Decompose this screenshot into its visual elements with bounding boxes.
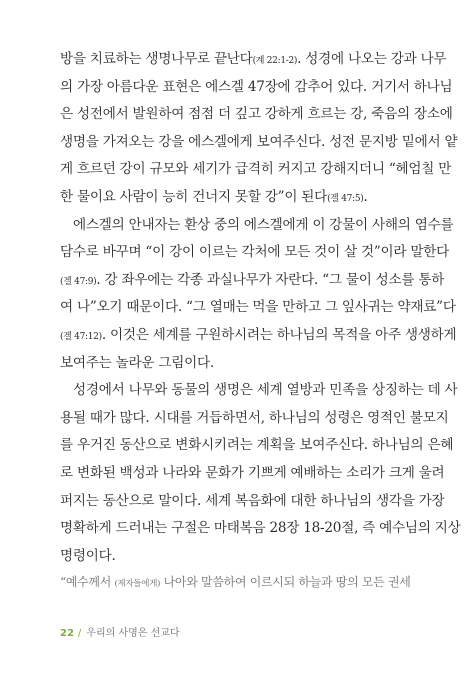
text-span: . <box>363 188 368 205</box>
book-title: 우리의 사명은 선교다 <box>86 628 180 639</box>
text-span: 한 물이요 사람이 능히 건너지 못할 강”이 된다 <box>60 188 328 205</box>
text-line: 은 성전에서 발원하여 점점 더 깊고 강하게 흐르는 강, 죽음의 장소에 <box>60 106 453 123</box>
text-line: 퍼지는 동산으로 말이다. 세계 복음화에 대한 하나님의 생각을 가장 <box>60 492 445 509</box>
page-footer <box>60 627 180 641</box>
text-span: . 성경에 나오는 강과 나무 <box>297 51 447 67</box>
paragraph-3 <box>60 377 461 570</box>
text-span: . 이것은 세계를 구원하시려는 하나님의 목적을 아주 생생하게 <box>101 326 457 343</box>
text-line: 에스겔의 안내자는 환상 중의 에스겔에게 이 강물이 사해의 염수를 <box>73 216 454 233</box>
text-line: 보여주는 놀라운 그림이다. <box>60 354 214 371</box>
scripture-reference: (겔 47:5) <box>327 193 364 204</box>
text-line: 를 우거진 동산으로 변화시키려는 계획을 보여주신다. 하나님의 은혜 <box>60 437 454 454</box>
scripture-reference: (겔 47:9) <box>60 276 97 287</box>
text-line <box>60 46 447 74</box>
scripture-reference: (겔 47:12) <box>60 331 102 342</box>
quote-aside: (제자들에게) <box>114 579 161 589</box>
text-line <box>60 184 418 212</box>
paragraph-2 <box>60 212 457 378</box>
text-line: 명령이다. <box>60 547 116 564</box>
block-quote <box>60 572 418 594</box>
quote-text: 나아와 말씀하여 이르시되 하늘과 땅의 모든 권세 <box>160 575 411 589</box>
quote-text: “예수께서 <box>60 575 115 589</box>
text-line: 의 가장 아름다운 표현은 에스겔 47장에 감추어 있다. 거기서 하나님 <box>60 78 453 95</box>
scripture-reference: (계 22:1-2) <box>252 56 298 66</box>
footer-separator: / <box>77 628 82 639</box>
text-line: 여 나”오기 때문이다. “그 열매는 먹을 만하고 그 잎사귀는 약재료”다 <box>60 299 456 316</box>
text-line: 담수로 바꾸며 “이 강이 이르는 각처에 모든 것이 살 것”이라 말한다 <box>60 244 450 261</box>
text-line: 명확하게 드러내는 구절은 마태복음 28장 18-20절, 즉 예수님의 지상 <box>60 520 461 537</box>
text-span: . 강 좌우에는 각종 과실나무가 자란다. “그 물이 성소를 통하 <box>96 271 445 288</box>
body-text <box>60 46 461 570</box>
text-line: 성경에서 나무와 동물의 생명은 세계 열방과 민족을 상징하는 데 사 <box>73 382 458 399</box>
page-number: 22 <box>60 628 74 639</box>
paragraph-1 <box>60 46 458 212</box>
text-line <box>60 322 457 350</box>
text-line: 용될 때가 많다. 시대를 거듭하면서, 하나님의 성령은 영적인 불모지 <box>60 409 449 426</box>
text-span: 방을 치료하는 생명나무로 끝난다 <box>60 51 253 67</box>
text-line <box>60 267 445 295</box>
text-line: 생명을 가져오는 강을 에스겔에게 보여주신다. 성전 문지방 밑에서 얕 <box>60 133 458 150</box>
text-line: 게 흐르던 강이 규모와 세기가 급격히 커지고 강해지더니 “헤엄칠 만 <box>60 161 452 178</box>
text-line: 로 변화된 백성과 나라와 문화가 기쁘게 예배하는 소리가 크게 울려 <box>60 464 445 481</box>
